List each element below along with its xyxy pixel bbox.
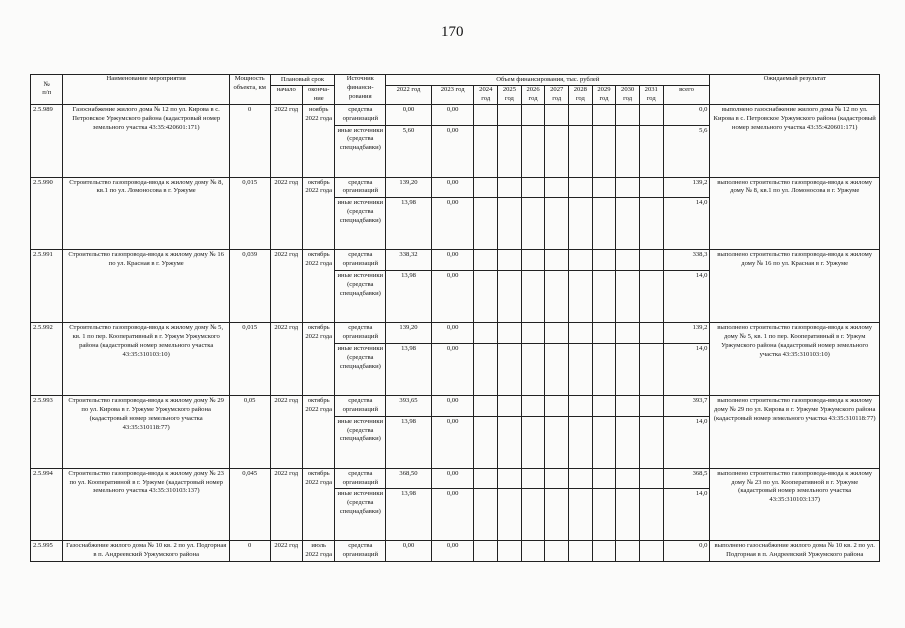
amount-2029-cell [592, 541, 616, 562]
table-row [31, 395, 880, 416]
amount-2027-cell [545, 125, 569, 177]
amount-2023-cell: 0,00 [431, 489, 474, 541]
start-term-cell: 2022 год [270, 250, 302, 323]
amount-2029-cell [592, 395, 616, 416]
amount-2022-cell: 5,60 [386, 125, 432, 177]
amount-total-cell: 14,0 [663, 343, 710, 395]
amount-2025-cell [498, 416, 522, 468]
amount-2024-cell [474, 271, 498, 323]
amount-2022-cell: 13,98 [386, 489, 432, 541]
amount-total-cell: 0,0 [663, 104, 710, 125]
amount-2025-cell [498, 395, 522, 416]
start-term-cell: 2022 год [270, 395, 302, 468]
row-number-cell: 2.5.989 [31, 104, 63, 177]
measure-name-cell: Строительство газопровода-ввода к жилому дому № 16 по ул. Красная в г. Уржуме [63, 250, 229, 323]
header-end: оконча-ние [302, 86, 334, 105]
amount-2031-cell [639, 489, 663, 541]
header-year-2025: 2025 год [498, 86, 522, 105]
amount-2022-cell: 393,65 [386, 395, 432, 416]
header-year-2024: 2024 год [474, 86, 498, 105]
amount-2029-cell [592, 250, 616, 271]
amount-2027-cell [545, 323, 569, 344]
amount-2028-cell [569, 198, 593, 250]
expected-result-cell: выполнено строительство газопровода-ввода к жилому дому № 23 по ул. Кооперативной в г. Уржуме (кадастровый номер земельного участка 43:35:310103:137) [710, 468, 880, 541]
amount-2025-cell [498, 468, 522, 489]
amount-2026-cell [521, 468, 545, 489]
measure-name-cell: Строительство газопровода-ввода к жилому дому № 23 по ул. Кооперативной в г. Уржуме (кадастровый номер земельного участка 43:35:310103:137) [63, 468, 229, 541]
amount-2022-cell: 0,00 [386, 541, 432, 562]
amount-2025-cell [498, 489, 522, 541]
amount-2029-cell [592, 104, 616, 125]
amount-2027-cell [545, 250, 569, 271]
amount-2030-cell [616, 198, 640, 250]
amount-2031-cell [639, 395, 663, 416]
header-year-2022: 2022 год [386, 86, 432, 105]
amount-2024-cell [474, 323, 498, 344]
amount-2030-cell [616, 104, 640, 125]
amount-2026-cell [521, 198, 545, 250]
amount-2029-cell [592, 125, 616, 177]
funding-source-cell: средства организаций [335, 541, 386, 562]
amount-2027-cell [545, 395, 569, 416]
amount-2023-cell: 0,00 [431, 198, 474, 250]
header-power: Мощность объекта, км [229, 75, 270, 105]
amount-2028-cell [569, 395, 593, 416]
expected-result-cell: выполнено строительство газопровода-ввода к жилому дому № 5, кв. 1 по пер. Кооперативный в г. Уржум Уржумского района (кадастровый номер земельного участка 43:35:310103:10) [710, 323, 880, 396]
measure-name-cell: Строительство газопровода-ввода к жилому дому № 8, кв.1 по ул. Ломоносова в г. Уржуме [63, 177, 229, 250]
funding-source-cell: средства организаций [335, 177, 386, 198]
amount-2028-cell [569, 343, 593, 395]
amount-2025-cell [498, 323, 522, 344]
header-year-2029: 2029 год [592, 86, 616, 105]
funding-source-cell: иные источники (средства спецнадбавки) [335, 416, 386, 468]
end-term-cell: октябрь 2022 года [302, 250, 334, 323]
amount-2022-cell: 139,20 [386, 323, 432, 344]
amount-2028-cell [569, 468, 593, 489]
amount-2031-cell [639, 104, 663, 125]
amount-2028-cell [569, 416, 593, 468]
amount-2030-cell [616, 250, 640, 271]
amount-2022-cell: 368,50 [386, 468, 432, 489]
amount-2026-cell [521, 323, 545, 344]
table-row [31, 323, 880, 344]
amount-2030-cell [616, 271, 640, 323]
amount-2024-cell [474, 416, 498, 468]
capacity-cell: 0,039 [229, 250, 270, 323]
funding-source-cell: иные источники (средства спецнадбавки) [335, 343, 386, 395]
amount-2028-cell [569, 489, 593, 541]
amount-total-cell: 393,7 [663, 395, 710, 416]
header-volume: Объем финансирования, тыс. рублей [386, 75, 710, 86]
amount-2031-cell [639, 125, 663, 177]
amount-2031-cell [639, 416, 663, 468]
amount-2025-cell [498, 250, 522, 271]
amount-2025-cell [498, 198, 522, 250]
amount-2024-cell [474, 177, 498, 198]
amount-2027-cell [545, 198, 569, 250]
amount-2024-cell [474, 198, 498, 250]
amount-2022-cell: 13,98 [386, 416, 432, 468]
funding-source-cell: средства организаций [335, 395, 386, 416]
header-year-2026: 2026 год [521, 86, 545, 105]
amount-2022-cell: 13,98 [386, 198, 432, 250]
amount-2024-cell [474, 125, 498, 177]
amount-2026-cell [521, 250, 545, 271]
amount-2031-cell [639, 177, 663, 198]
amount-2030-cell [616, 125, 640, 177]
header-result: Ожидаемый результат [710, 75, 880, 105]
amount-2026-cell [521, 271, 545, 323]
capacity-cell: 0 [229, 541, 270, 562]
amount-2022-cell: 13,98 [386, 271, 432, 323]
header-year-2028: 2028 год [569, 86, 593, 105]
amount-2026-cell [521, 343, 545, 395]
amount-2027-cell [545, 416, 569, 468]
amount-2030-cell [616, 541, 640, 562]
end-term-cell: октябрь 2022 года [302, 395, 334, 468]
amount-2025-cell [498, 541, 522, 562]
amount-2022-cell: 13,98 [386, 343, 432, 395]
amount-2028-cell [569, 104, 593, 125]
measure-name-cell: Газоснабжение жилого дома № 12 по ул. Кирова в с. Петровское Уржумского района (кадастровый номер земельного участка 43:35:420601:171) [63, 104, 229, 177]
amount-2026-cell [521, 395, 545, 416]
amount-2027-cell [545, 468, 569, 489]
header-year-2030: 2030 год [616, 86, 640, 105]
amount-2026-cell [521, 177, 545, 198]
row-number-cell: 2.5.994 [31, 468, 63, 541]
amount-2028-cell [569, 323, 593, 344]
amount-2024-cell [474, 250, 498, 271]
expected-result-cell: выполнено строительство газопровода-ввода к жилому дому № 8, кв.1 по ул. Ломоносова в г. Уржуме [710, 177, 880, 250]
expected-result-cell: выполнено газоснабжение жилого дома № 10 кв. 2 по ул. Подгорная в п. Андреевский Уржумского района [710, 541, 880, 562]
capacity-cell: 0,045 [229, 468, 270, 541]
amount-2026-cell [521, 104, 545, 125]
amount-2025-cell [498, 125, 522, 177]
amount-2027-cell [545, 177, 569, 198]
amount-2031-cell [639, 198, 663, 250]
amount-2030-cell [616, 489, 640, 541]
measure-name-cell: Строительство газопровода-ввода к жилому дому № 5, кв. 1 по пер. Кооперативный в г. Уржум Уржумского района (кадастровый номер земельного участка 43:35:310103:10) [63, 323, 229, 396]
measure-name-cell: Строительство газопровода-ввода к жилому дому № 29 по ул. Кирова в г. Уржуме Уржумского района (кадастровый номер земельного участка 43:35:310118:77) [63, 395, 229, 468]
amount-2030-cell [616, 468, 640, 489]
start-term-cell: 2022 год [270, 468, 302, 541]
funding-source-cell: иные источники (средства спецнадбавки) [335, 489, 386, 541]
page-number: 170 [441, 24, 464, 40]
amount-2029-cell [592, 323, 616, 344]
amount-2029-cell [592, 343, 616, 395]
capacity-cell: 0,05 [229, 395, 270, 468]
table-row [31, 468, 880, 489]
amount-total-cell: 139,2 [663, 323, 710, 344]
amount-2023-cell: 0,00 [431, 125, 474, 177]
header-year-2031: 2031 год [639, 86, 663, 105]
funding-source-cell: средства организаций [335, 468, 386, 489]
table-row [31, 250, 880, 271]
amount-2023-cell: 0,00 [431, 323, 474, 344]
row-number-cell: 2.5.992 [31, 323, 63, 396]
amount-2026-cell [521, 541, 545, 562]
amount-total-cell: 338,3 [663, 250, 710, 271]
amount-2028-cell [569, 177, 593, 198]
amount-2026-cell [521, 489, 545, 541]
end-term-cell: октябрь 2022 года [302, 323, 334, 396]
amount-total-cell: 139,2 [663, 177, 710, 198]
amount-total-cell: 0,0 [663, 541, 710, 562]
expected-result-cell: выполнено строительство газопровода-ввода к жилому дому № 29 по ул. Кирова в г. Уржуме Уржумского района (кадастровый номер земельного участка 43:35:310118:77) [710, 395, 880, 468]
amount-2024-cell [474, 104, 498, 125]
amount-2026-cell [521, 416, 545, 468]
amount-2023-cell: 0,00 [431, 395, 474, 416]
amount-2022-cell: 0,00 [386, 104, 432, 125]
amount-2031-cell [639, 541, 663, 562]
amount-total-cell: 14,0 [663, 416, 710, 468]
capacity-cell: 0,015 [229, 177, 270, 250]
start-term-cell: 2022 год [270, 177, 302, 250]
amount-2030-cell [616, 323, 640, 344]
amount-2031-cell [639, 250, 663, 271]
table-row [31, 177, 880, 198]
amount-2027-cell [545, 489, 569, 541]
amount-2024-cell [474, 468, 498, 489]
amount-2023-cell: 0,00 [431, 271, 474, 323]
capacity-cell: 0 [229, 104, 270, 177]
funding-source-cell: иные источники (средства спецнадбавки) [335, 198, 386, 250]
amount-2031-cell [639, 343, 663, 395]
amount-2025-cell [498, 343, 522, 395]
amount-total-cell: 14,0 [663, 489, 710, 541]
end-term-cell: октябрь 2022 года [302, 177, 334, 250]
end-term-cell: июль 2022 года [302, 541, 334, 562]
amount-2030-cell [616, 343, 640, 395]
table-body [31, 104, 880, 561]
funding-source-cell: средства организаций [335, 250, 386, 271]
row-number-cell: 2.5.991 [31, 250, 63, 323]
header-source: Источник финанси-рования [335, 75, 386, 105]
amount-2023-cell: 0,00 [431, 343, 474, 395]
amount-2028-cell [569, 271, 593, 323]
amount-2029-cell [592, 489, 616, 541]
amount-2023-cell: 0,00 [431, 416, 474, 468]
amount-total-cell: 14,0 [663, 198, 710, 250]
header-term: Плановый срок [270, 75, 335, 86]
header-no: № п/п [31, 75, 63, 105]
amount-2023-cell: 0,00 [431, 250, 474, 271]
amount-2028-cell [569, 250, 593, 271]
amount-2029-cell [592, 416, 616, 468]
amount-2025-cell [498, 104, 522, 125]
funding-source-cell: средства организаций [335, 323, 386, 344]
start-term-cell: 2022 год [270, 541, 302, 562]
header-name: Наименование мероприятия [63, 75, 229, 105]
funding-source-cell: средства организаций [335, 104, 386, 125]
amount-total-cell: 368,5 [663, 468, 710, 489]
amount-2028-cell [569, 125, 593, 177]
amount-2024-cell [474, 395, 498, 416]
expected-result-cell: выполнено строительство газопровода-ввода к жилому дому № 16 по ул. Красная в г. Уржуме [710, 250, 880, 323]
header-total: всего [663, 86, 710, 105]
amount-2030-cell [616, 177, 640, 198]
start-term-cell: 2022 год [270, 323, 302, 396]
header-start: начало [270, 86, 302, 105]
amount-2027-cell [545, 271, 569, 323]
amount-2023-cell: 0,00 [431, 177, 474, 198]
amount-2031-cell [639, 271, 663, 323]
capacity-cell: 0,015 [229, 323, 270, 396]
amount-2022-cell: 139,20 [386, 177, 432, 198]
end-term-cell: ноябрь 2022 года [302, 104, 334, 177]
table-row [31, 104, 880, 125]
amount-2027-cell [545, 343, 569, 395]
amount-total-cell: 5,6 [663, 125, 710, 177]
amount-2029-cell [592, 468, 616, 489]
amount-2024-cell [474, 489, 498, 541]
amount-2025-cell [498, 271, 522, 323]
amount-2027-cell [545, 104, 569, 125]
header-year-2023: 2023 год [431, 86, 474, 105]
amount-2031-cell [639, 468, 663, 489]
amount-2024-cell [474, 541, 498, 562]
table-row [31, 541, 880, 562]
funding-source-cell: иные источники (средства спецнадбавки) [335, 271, 386, 323]
amount-2024-cell [474, 343, 498, 395]
amount-2029-cell [592, 198, 616, 250]
start-term-cell: 2022 год [270, 104, 302, 177]
amount-total-cell: 14,0 [663, 271, 710, 323]
amount-2023-cell: 0,00 [431, 104, 474, 125]
amount-2025-cell [498, 177, 522, 198]
expected-result-cell: выполнено газоснабжение жилого дома № 12 по ул. Кирова в с. Петровское Уржумского района (кадастровый номер земельного участка 43:35:420601:171) [710, 104, 880, 177]
amount-2023-cell: 0,00 [431, 468, 474, 489]
row-number-cell: 2.5.990 [31, 177, 63, 250]
header-year-2027: 2027 год [545, 86, 569, 105]
amount-2023-cell: 0,00 [431, 541, 474, 562]
amount-2031-cell [639, 323, 663, 344]
row-number-cell: 2.5.993 [31, 395, 63, 468]
funding-source-cell: иные источники (средства спецнадбавки) [335, 125, 386, 177]
row-number-cell: 2.5.995 [31, 541, 63, 562]
amount-2030-cell [616, 395, 640, 416]
amount-2027-cell [545, 541, 569, 562]
end-term-cell: октябрь 2022 года [302, 468, 334, 541]
amount-2030-cell [616, 416, 640, 468]
financing-table [30, 74, 880, 562]
amount-2022-cell: 338,32 [386, 250, 432, 271]
amount-2029-cell [592, 271, 616, 323]
amount-2028-cell [569, 541, 593, 562]
amount-2029-cell [592, 177, 616, 198]
measure-name-cell: Газоснабжение жилого дома № 10 кв. 2 по ул. Подгорная в п. Андреевский Уржумского района [63, 541, 229, 562]
amount-2026-cell [521, 125, 545, 177]
